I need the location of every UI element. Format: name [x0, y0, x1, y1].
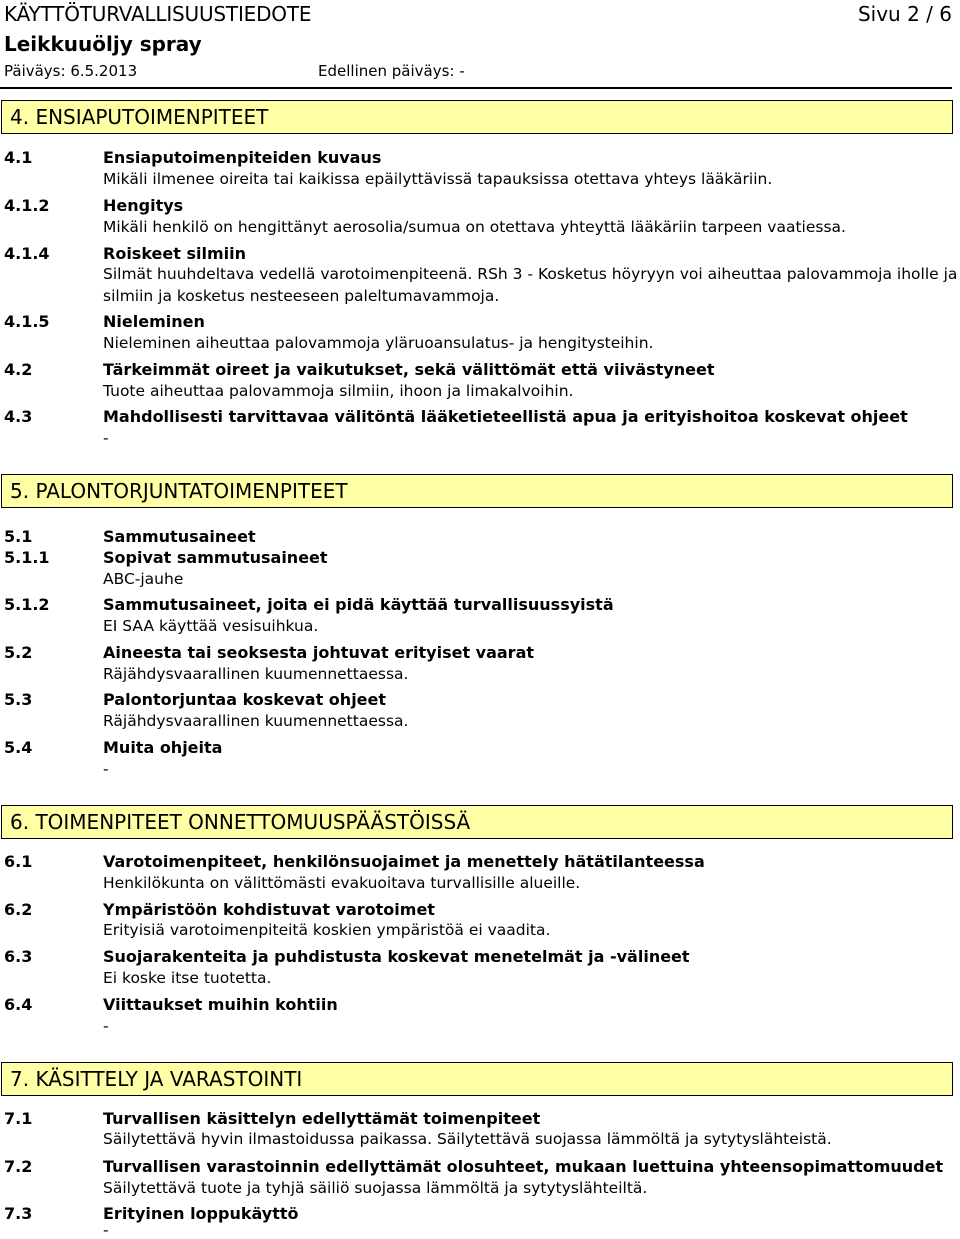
- section-4-title: 4. ENSIAPUTOIMENPITEET: [1, 100, 953, 134]
- section-number: 5.3: [4, 690, 33, 709]
- section-number: 4.2: [4, 360, 33, 379]
- section-text: Silmät huuhdeltava vedellä varotoimenpiteenä. RSh 3 - Kosketus höyryyn voi aiheuttaa palovammoja iholle ja: [103, 265, 958, 283]
- section-text: Erityisiä varotoimenpiteitä koskien ympäristöä ei vaadita.: [103, 921, 551, 939]
- section-number: 7.3: [4, 1204, 33, 1223]
- section-heading: Palontorjuntaa koskevat ohjeet: [103, 690, 387, 709]
- section-heading: Roiskeet silmiin: [103, 244, 246, 263]
- section-text: Räjähdysvaarallinen kuumennettaessa.: [103, 712, 409, 730]
- section-number: 5.2: [4, 643, 33, 662]
- section-text: EI SAA käyttää vesisuihkua.: [103, 617, 319, 635]
- section-number: 7.1: [4, 1109, 33, 1128]
- section-number: 6.1: [4, 852, 33, 871]
- section-number: 4.1.2: [4, 196, 50, 215]
- section-heading: Suojarakenteita ja puhdistusta koskevat menetelmät ja -välineet: [103, 947, 690, 966]
- section-text: Mikäli henkilö on hengittänyt aerosolia/sumua on otettava yhteyttä lääkäriin tarpeen vaatiessa.: [103, 218, 846, 236]
- section-text: -: [103, 1221, 109, 1239]
- page-number: Sivu 2 / 6: [857, 2, 952, 26]
- issue-date: Päiväys: 6.5.2013: [4, 62, 138, 80]
- section-text: Tuote aiheuttaa palovammoja silmiin, ihoon ja limakalvoihin.: [103, 382, 574, 400]
- section-heading: Erityinen loppukäyttö: [103, 1204, 299, 1223]
- section-text: -: [103, 760, 109, 778]
- section-number: 6.2: [4, 900, 33, 919]
- section-heading: Sammutusaineet: [103, 527, 256, 546]
- section-heading: Ensiaputoimenpiteiden kuvaus: [103, 148, 382, 167]
- section-number: 4.3: [4, 407, 33, 426]
- section-6-title: 6. TOIMENPITEET ONNETTOMUUSPÄÄSTÖISSÄ: [1, 805, 953, 839]
- section-heading: Tärkeimmät oireet ja vaikutukset, sekä välittömät että viivästyneet: [103, 360, 715, 379]
- section-5-title: 5. PALONTORJUNTATOIMENPITEET: [1, 474, 953, 508]
- section-heading: Ympäristöön kohdistuvat varotoimet: [103, 900, 435, 919]
- section-text: -: [103, 429, 109, 447]
- section-heading: Hengitys: [103, 196, 184, 215]
- section-number: 6.3: [4, 947, 33, 966]
- section-heading: Viittaukset muihin kohtiin: [103, 995, 338, 1014]
- section-text: -: [103, 1017, 109, 1035]
- section-heading: Varotoimenpiteet, henkilönsuojaimet ja menettely hätätilanteessa: [103, 852, 705, 871]
- section-text: silmiin ja kosketus nesteeseen paleltumavammoja.: [103, 287, 500, 305]
- section-number: 5.1.1: [4, 548, 50, 567]
- section-heading: Turvallisen käsittelyn edellyttämät toimenpiteet: [103, 1109, 541, 1128]
- section-number: 4.1.5: [4, 312, 50, 331]
- document-title: KÄYTTÖTURVALLISUUSTIEDOTE: [4, 2, 312, 26]
- section-number: 4.1.4: [4, 244, 50, 263]
- section-number: 5.1: [4, 527, 33, 546]
- section-number: 4.1: [4, 148, 33, 167]
- section-heading: Sopivat sammutusaineet: [103, 548, 328, 567]
- section-heading: Aineesta tai seoksesta johtuvat erityiset vaarat: [103, 643, 535, 662]
- section-text: Räjähdysvaarallinen kuumennettaessa.: [103, 665, 409, 683]
- section-text: Säilytettävä hyvin ilmastoidussa paikassa. Säilytettävä suojassa lämmöltä ja sytytyslähteistä.: [103, 1130, 832, 1148]
- section-heading: Turvallisen varastoinnin edellyttämät olosuhteet, mukaan luettuina yhteensopimattomuudet: [103, 1157, 944, 1176]
- section-number: 6.4: [4, 995, 33, 1014]
- section-heading: Nieleminen: [103, 312, 205, 331]
- section-heading: Sammutusaineet, joita ei pidä käyttää turvallisuussyistä: [103, 595, 614, 614]
- section-heading: Mahdollisesti tarvittavaa välitöntä lääketieteellistä apua ja erityishoitoa koskevat ohjeet: [103, 407, 908, 426]
- previous-date: Edellinen päiväys: -: [318, 62, 465, 80]
- section-text: Säilytettävä tuote ja tyhjä säiliö suojassa lämmöltä ja sytytyslähteiltä.: [103, 1179, 648, 1197]
- section-text: Mikäli ilmenee oireita tai kaikissa epäilyttävissä tapauksissa otettava yhteys lääkäriin.: [103, 170, 773, 188]
- section-text: Nieleminen aiheuttaa palovammoja yläruoansulatus- ja hengitysteihin.: [103, 334, 654, 352]
- section-heading: Muita ohjeita: [103, 738, 223, 757]
- section-7-title: 7. KÄSITTELY JA VARASTOINTI: [1, 1062, 953, 1096]
- section-text: ABC-jauhe: [103, 570, 184, 588]
- section-number: 5.1.2: [4, 595, 50, 614]
- product-name: Leikkuuöljy spray: [4, 32, 202, 56]
- section-number: 7.2: [4, 1157, 33, 1176]
- section-number: 5.4: [4, 738, 33, 757]
- section-text: Ei koske itse tuotetta.: [103, 969, 272, 987]
- header-divider: [0, 87, 952, 89]
- section-text: Henkilökunta on välittömästi evakuoitava turvallisille alueille.: [103, 874, 581, 892]
